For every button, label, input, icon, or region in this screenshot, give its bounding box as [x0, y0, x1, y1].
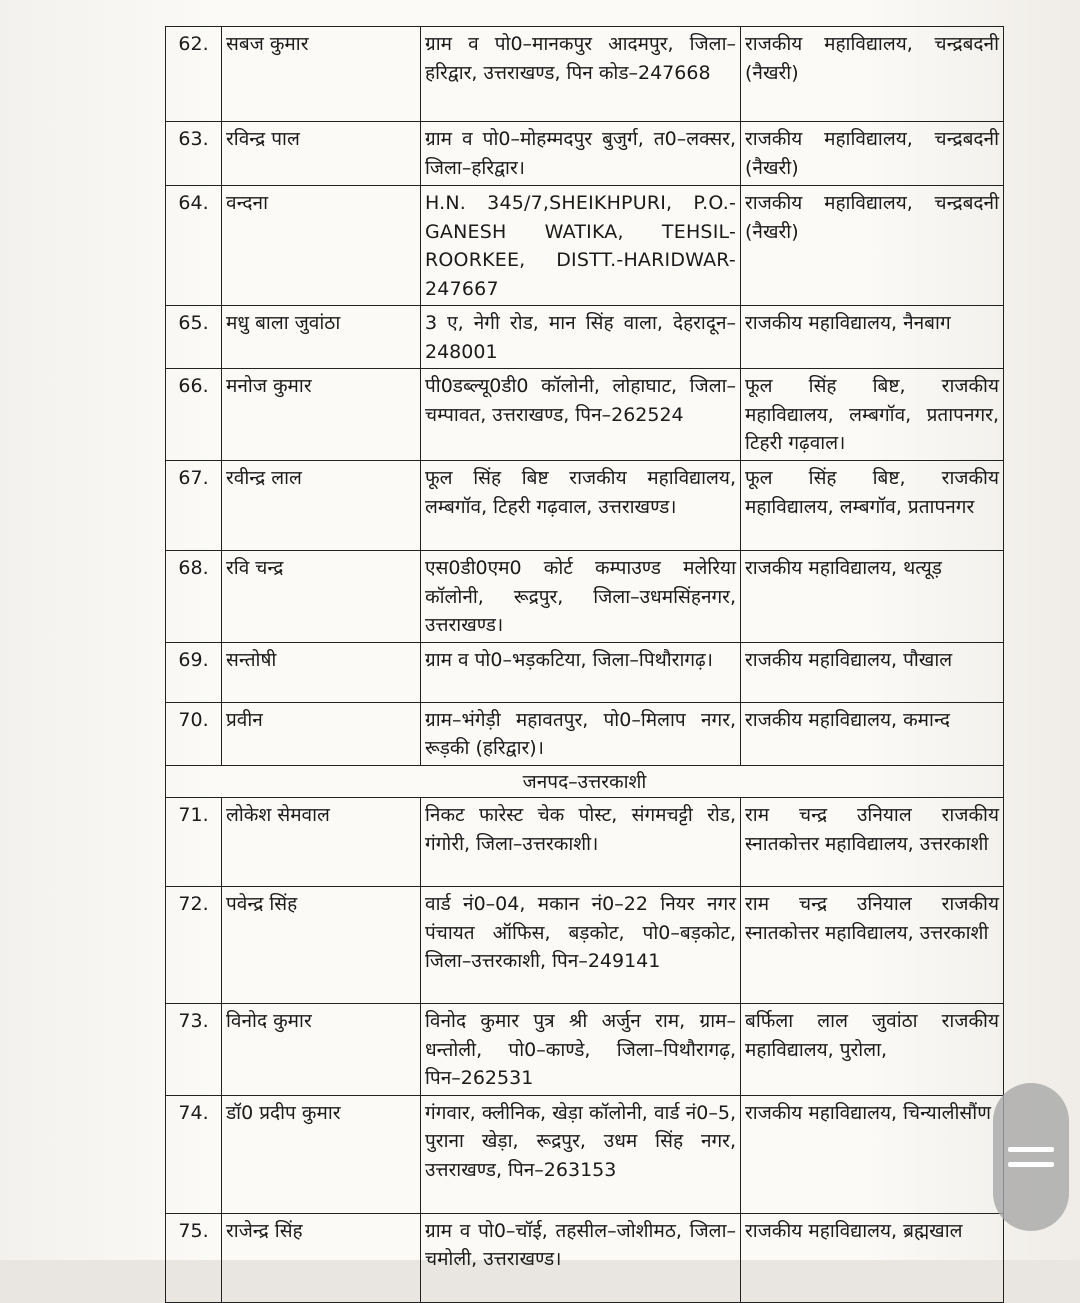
table-row: [166, 702, 1004, 765]
employee-name: प्रवीन: [222, 702, 421, 765]
rows-a: [166, 27, 1004, 766]
college: राजकीय महाविद्यालय, चन्द्रबदनी (नैखरी): [741, 27, 1004, 122]
grip-line-icon: [1008, 1162, 1054, 1167]
employee-name: सबज कुमार: [222, 27, 421, 122]
address: ग्राम व पो0–मोहम्मदपुर बुजुर्ग, त0–लक्सर, जिला–हरिद्वार।: [421, 122, 741, 186]
college: राजकीय महाविद्यालय, थत्यूड़: [741, 551, 1004, 643]
employee-name: सन्तोषी: [222, 642, 421, 702]
serial-number: 74.: [166, 1095, 222, 1213]
serial-number: 65.: [166, 306, 222, 369]
address: ग्राम व पो0–मानकपुर आदमपुर, जिला–हरिद्वार, उत्तराखण्ड, पिन कोड–247668: [421, 27, 741, 122]
serial-number: 73.: [166, 1004, 222, 1096]
serial-number: 67.: [166, 461, 222, 551]
address: ग्राम व पो0–भड़कटिया, जिला–पिथौरागढ़।: [421, 642, 741, 702]
table-row: [166, 461, 1004, 551]
employee-name: डॉ0 प्रदीप कुमार: [222, 1095, 421, 1213]
table-row: [166, 887, 1004, 1004]
address: गंगवार, क्लीनिक, खेड़ा कॉलोनी, वार्ड नं0–5, पुराना खेड़ा, रूद्रपुर, उधम सिंह नगर, उत्तराखण्ड, पिन–263153: [421, 1095, 741, 1213]
table-row: [166, 551, 1004, 643]
employee-name: रवि चन्द्र: [222, 551, 421, 643]
table-row: [166, 1095, 1004, 1213]
serial-number: 75.: [166, 1213, 222, 1302]
address: निकट फारेस्ट चेक पोस्ट, संगमचट्टी रोड, गंगोरी, जिला–उत्तरकाशी।: [421, 798, 741, 887]
district-heading-row: [166, 765, 1004, 798]
serial-number: 69.: [166, 642, 222, 702]
rows-b: [166, 798, 1004, 1303]
table-row: [166, 642, 1004, 702]
address: विनोद कुमार पुत्र श्री अर्जुन राम, ग्राम–धन्तोली, पो0–काण्डे, जिला–पिथौरागढ़, पिन–262531: [421, 1004, 741, 1096]
serial-number: 62.: [166, 27, 222, 122]
serial-number: 72.: [166, 887, 222, 1004]
address: फूल सिंह बिष्ट राजकीय महाविद्यालय, लम्बगॉव, टिहरी गढ़वाल, उत्तराखण्ड।: [421, 461, 741, 551]
grip-line-icon: [1008, 1147, 1054, 1152]
table-row: [166, 1004, 1004, 1096]
district-heading: जनपद–उत्तरकाशी: [166, 765, 1004, 798]
transfer-list-table: [165, 26, 1004, 1303]
serial-number: 66.: [166, 369, 222, 461]
college: राजकीय महाविद्यालय, चन्द्रबदनी (नैखरी): [741, 186, 1004, 306]
college: राजकीय महाविद्यालय, नैनबाग: [741, 306, 1004, 369]
table-row: [166, 122, 1004, 186]
employee-name: रवीन्द्र लाल: [222, 461, 421, 551]
address: पी0डब्ल्यू0डी0 कॉलोनी, लोहाघाट, जिला–चम्पावत, उत्तराखण्ड, पिन–262524: [421, 369, 741, 461]
address: ग्राम–भंगेड़ी महावतपुर, पो0–मिलाप नगर, रूड़की (हरिद्वार)।: [421, 702, 741, 765]
table-row: [166, 1213, 1004, 1302]
table-row: [166, 186, 1004, 306]
college: फूल सिंह बिष्ट, राजकीय महाविद्यालय, लम्बगॉव, प्रतापनगर, टिहरी गढ़वाल।: [741, 369, 1004, 461]
address: ग्राम व पो0–चॉई, तहसील–जोशीमठ, जिला–चमोली, उत्तराखण्ड।: [421, 1213, 741, 1302]
college: राम चन्द्र उनियाल राजकीय स्नातकोत्तर महाविद्यालय, उत्तरकाशी: [741, 887, 1004, 1004]
employee-name: विनोद कुमार: [222, 1004, 421, 1096]
employee-name: मनोज कुमार: [222, 369, 421, 461]
serial-number: 71.: [166, 798, 222, 887]
college: राजकीय महाविद्यालय, पौखाल: [741, 642, 1004, 702]
table-row: [166, 798, 1004, 887]
college: राजकीय महाविद्यालय, कमान्द: [741, 702, 1004, 765]
address: वार्ड नं0–04, मकान नं0–22 नियर नगर पंचायत ऑफिस, बड़कोट, पो0–बड़कोट, जिला–उत्तरकाशी, पिन–249141: [421, 887, 741, 1004]
employee-name: पवेन्द्र सिंह: [222, 887, 421, 1004]
college: राम चन्द्र उनियाल राजकीय स्नातकोत्तर महाविद्यालय, उत्तरकाशी: [741, 798, 1004, 887]
employee-name: राजेन्द्र सिंह: [222, 1213, 421, 1302]
district-section: [166, 765, 1004, 798]
employee-name: रविन्द्र पाल: [222, 122, 421, 186]
college: बर्फिला लाल जुवांठा राजकीय महाविद्यालय, पुरोला,: [741, 1004, 1004, 1096]
table-row: [166, 369, 1004, 461]
table-row: [166, 27, 1004, 122]
address: एस0डी0एम0 कोर्ट कम्पाउण्ड मलेरिया कॉलोनी, रूद्रपुर, जिला–उधमसिंहनगर, उत्तराखण्ड।: [421, 551, 741, 643]
table-row: [166, 306, 1004, 369]
college: फूल सिंह बिष्ट, राजकीय महाविद्यालय, लम्बगॉव, प्रतापनगर: [741, 461, 1004, 551]
serial-number: 64.: [166, 186, 222, 306]
employee-name: मधु बाला जुवांठा: [222, 306, 421, 369]
address: 3 ए, नेगी रोड, मान सिंह वाला, देहरादून–248001: [421, 306, 741, 369]
employee-name: वन्दना: [222, 186, 421, 306]
employee-name: लोकेश सेमवाल: [222, 798, 421, 887]
scroll-handle[interactable]: [993, 1083, 1069, 1231]
address: H.N. 345/7,SHEIKHPURI, P.O.-GANESH WATIKA, TEHSIL-ROORKEE, DISTT.-HARIDWAR-247667: [421, 186, 741, 306]
serial-number: 70.: [166, 702, 222, 765]
college: राजकीय महाविद्यालय, चन्द्रबदनी (नैखरी): [741, 122, 1004, 186]
college: राजकीय महाविद्यालय, चिन्यालीसौंण: [741, 1095, 1004, 1213]
serial-number: 63.: [166, 122, 222, 186]
serial-number: 68.: [166, 551, 222, 643]
college: राजकीय महाविद्यालय, ब्रह्मखाल: [741, 1213, 1004, 1302]
